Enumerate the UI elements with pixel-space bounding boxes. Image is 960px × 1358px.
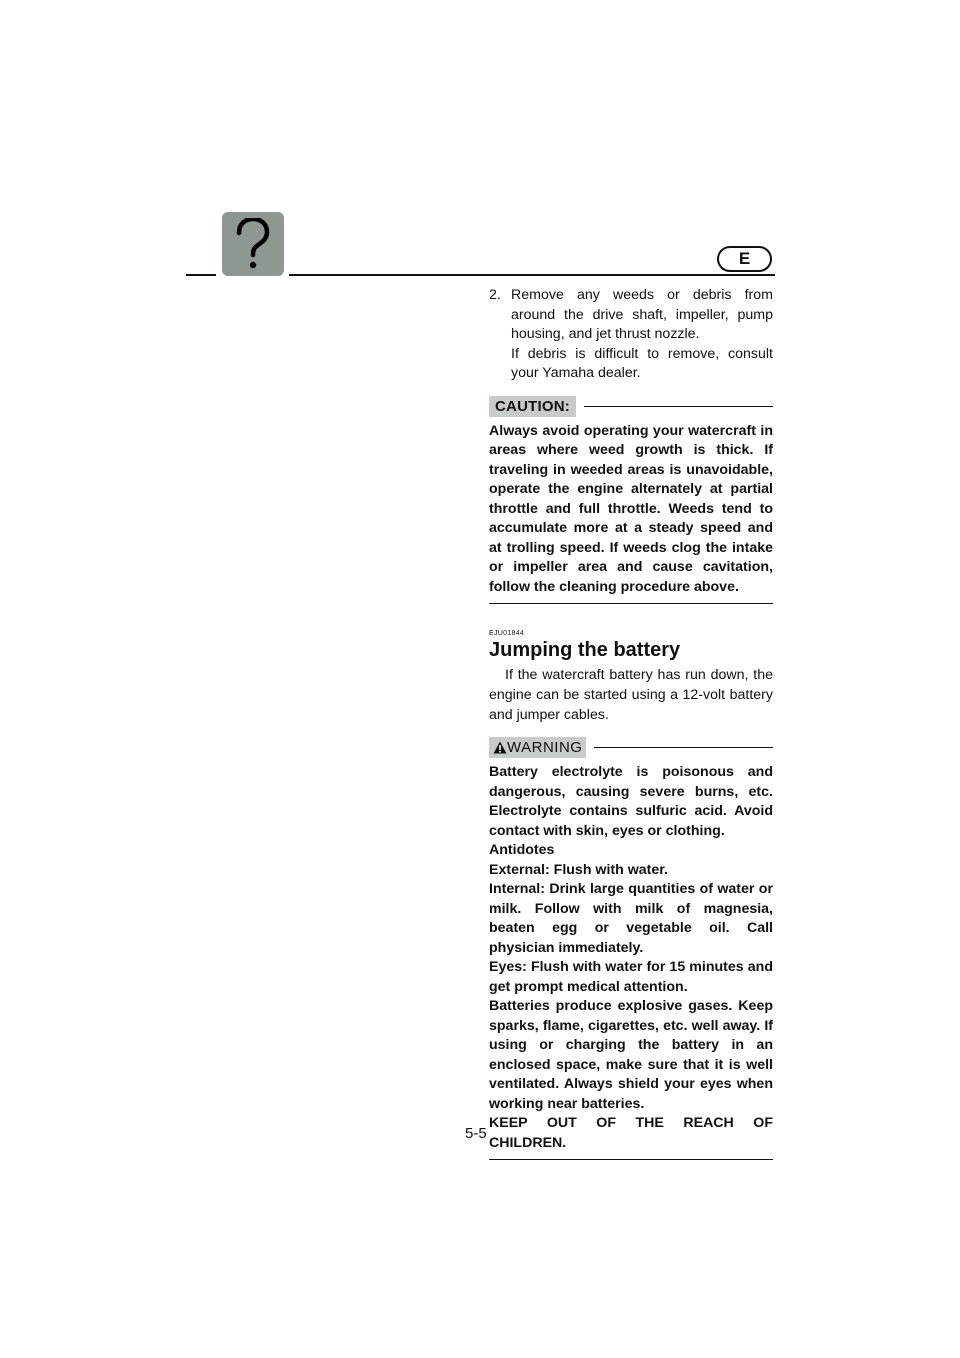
caution-text: Always avoid operating your watercraft in areas where weed growth is thick. If traveling in weeded areas is unavoidable, operate the engine alternately at partial throttle and full throttle. Weeds tend to accumulate more at a steady speed and at trolling speed. If weeds clog the intake or impeller area and cause cavitation, follow the cleaning procedure above. (489, 422, 773, 595)
step-text (511, 286, 773, 384)
header-rule-right (289, 274, 775, 276)
section-intro: If the watercraft battery has run down, the engine can be started using a 12-volt battery and jumper cables. (489, 667, 773, 723)
language-badge: E (717, 246, 772, 272)
warning-label: WARNING (507, 739, 583, 757)
question-mark-glyph (233, 218, 273, 270)
warning-paragraph: Batteries produce explosive gases. Keep sparks, flame, cigarettes, etc. well away. If using or charging the battery in an enclosed space, make sure that it is well ventilated. Always shield your eyes when working near batteries. (489, 998, 773, 1112)
step-item (489, 286, 773, 384)
warning-body (489, 763, 773, 1153)
step-number: 2. (489, 287, 501, 303)
caution-header (489, 396, 773, 417)
caution-bottom-rule (489, 603, 773, 604)
warning-rule (594, 747, 773, 748)
caution-rule (584, 406, 773, 407)
warning-paragraph: External: Flush with water. (489, 861, 668, 878)
page-content (489, 286, 773, 1160)
warning-paragraph: Antidotes (489, 842, 555, 859)
warning-paragraph: KEEP OUT OF THE REACH OF CHILDREN. (489, 1115, 773, 1151)
header-rule-left (186, 274, 216, 276)
step-note: If debris is difficult to remove, consult your Yamaha dealer. (511, 345, 773, 382)
page-number: 5-5 (465, 1125, 487, 1142)
warning-paragraph: Internal: Drink large quantities of water or milk. Follow with milk of magnesia, beaten egg or vegetable oil. Call physician immediately. (489, 881, 773, 956)
section-code: EJU01844 (489, 630, 525, 638)
caution-label: CAUTION: (489, 396, 576, 417)
warning-paragraph: Eyes: Flush with water for 15 minutes and get prompt medical attention. (489, 959, 773, 995)
caution-body (489, 422, 773, 598)
step-instruction: Remove any weeds or debris from around the drive shaft, impeller, pump housing, and jet thrust nozzle. (511, 287, 773, 343)
warning-triangle-icon (493, 741, 507, 754)
warning-bottom-rule (489, 1159, 773, 1160)
warning-tag (489, 737, 586, 758)
warning-paragraph: Battery electrolyte is poisonous and dangerous, causing severe burns, etc. Electrolyte contains sulfuric acid. Avoid contact with skin, eyes or clothing. (489, 764, 773, 839)
question-mark-icon (222, 212, 284, 276)
section-title: Jumping the battery (489, 639, 681, 662)
warning-header (489, 737, 773, 758)
